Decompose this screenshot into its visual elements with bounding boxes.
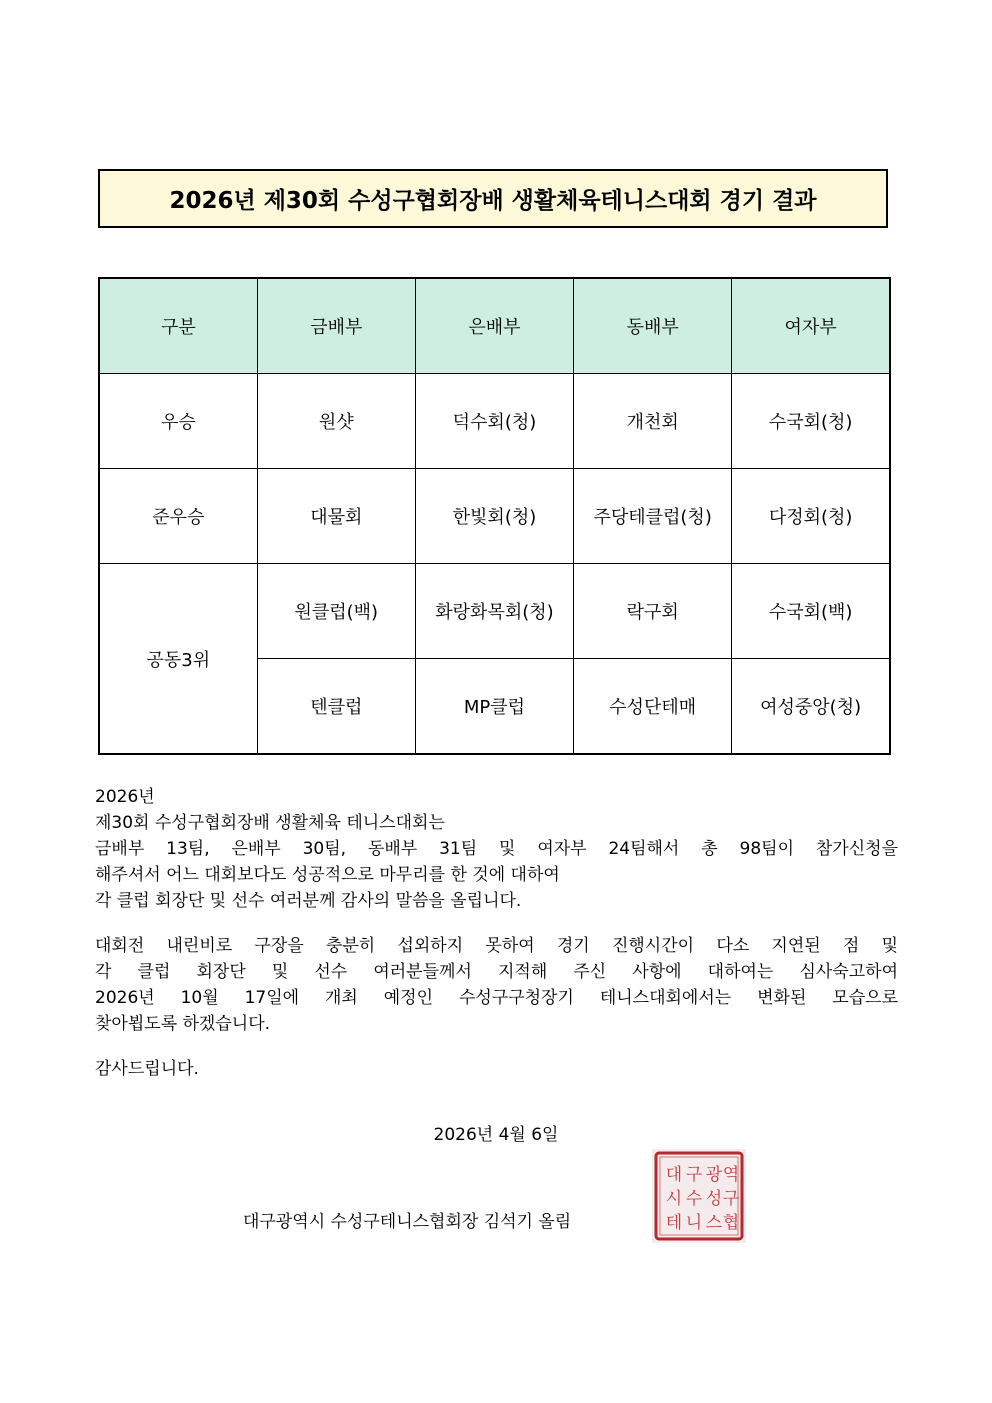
title-box (98, 169, 888, 228)
table-cell: 다정회(청) (732, 469, 890, 564)
results-table (98, 277, 891, 755)
svg-text:스: 스 (705, 1213, 723, 1233)
table-cell: 주당테클럽(청) (574, 469, 732, 564)
body-line: 대회전 내린비로 구장을 충분히 섭외하지 못하여 경기 진행시간이 다소 지연된 점 및 (95, 936, 898, 956)
table-cell: 화랑화목회(청) (415, 564, 573, 659)
header-gold-division: 금배부 (257, 278, 415, 374)
paragraph-gap (95, 1037, 898, 1056)
row-label-joint-third: 공동3위 (99, 564, 257, 755)
svg-text:협: 협 (722, 1213, 740, 1233)
thanks-line: 감사드립니다. (95, 1059, 199, 1079)
table-cell: 텐클럽 (257, 659, 415, 755)
header-women-division: 여자부 (732, 278, 890, 374)
document-title: 2026년 제30회 수성구협회장배 생활체육테니스대회 경기 결과 (169, 188, 817, 214)
body-line: 2026년 10월 17일에 개최 예정인 수성구구청장기 테니스대회에서는 변화된 모습으로 (95, 988, 898, 1008)
svg-text:역: 역 (722, 1165, 740, 1185)
body-line: 금배부 13팀, 은배부 30팀, 동배부 31팀 및 여자부 24팀해서 총 98팀이 참가신청을 (95, 839, 898, 859)
row-label-winner: 우승 (99, 374, 257, 469)
official-seal-stamp (652, 1149, 746, 1243)
header-category: 구분 (99, 278, 257, 374)
body-line: 찾아뵙도록 하겠습니다. (95, 1014, 271, 1034)
table-cell: 대물회 (257, 469, 415, 564)
paragraph-gap (95, 914, 898, 933)
svg-text:시: 시 (665, 1189, 683, 1209)
table-row-runner-up (99, 469, 890, 564)
table-cell: 덕수회(청) (415, 374, 573, 469)
body-line: 2026년 (95, 787, 155, 807)
table-cell: 한빛회(청) (415, 469, 573, 564)
table-cell: 원샷 (257, 374, 415, 469)
signature-line: 대구광역시 수성구테니스협회장 김석기 올림 (243, 1212, 572, 1232)
table-cell: 수국회(청) (732, 374, 890, 469)
table-cell: 수성단테매 (574, 659, 732, 755)
body-line: 각 클럽 회장단 및 선수 여러분들께서 지적해 주신 사항에 대하여는 심사숙고하여 (95, 962, 898, 982)
table-row-winner (99, 374, 890, 469)
seal-icon (652, 1149, 746, 1243)
table-cell: 원클럽(백) (257, 564, 415, 659)
svg-text:구: 구 (685, 1165, 703, 1185)
table-cell: 수국회(백) (732, 564, 890, 659)
table-row-third-a (99, 564, 890, 659)
table-cell: 여성중앙(청) (732, 659, 890, 755)
header-bronze-division: 동배부 (574, 278, 732, 374)
svg-text:수: 수 (685, 1189, 703, 1209)
table-header-row (99, 278, 890, 374)
header-silver-division: 은배부 (415, 278, 573, 374)
svg-text:광: 광 (705, 1165, 723, 1185)
svg-text:구: 구 (722, 1189, 740, 1209)
svg-text:대: 대 (665, 1165, 683, 1185)
table-cell: MP클럽 (415, 659, 573, 755)
svg-text:성: 성 (705, 1189, 723, 1209)
svg-text:니: 니 (685, 1213, 703, 1233)
svg-text:테: 테 (665, 1213, 683, 1233)
row-label-runner-up: 준우승 (99, 469, 257, 564)
body-line: 각 클럽 회장단 및 선수 여러분께 감사의 말씀을 올립니다. (95, 891, 522, 911)
table-cell: 락구회 (574, 564, 732, 659)
table-cell: 개천회 (574, 374, 732, 469)
body-line: 제30회 수성구협회장배 생활체육 테니스대회는 (95, 813, 445, 833)
body-text (95, 784, 898, 1082)
body-line: 해주셔서 어느 대회보다도 성공적으로 마무리를 한 것에 대하여 (95, 865, 560, 885)
document-date: 2026년 4월 6일 (433, 1125, 559, 1145)
